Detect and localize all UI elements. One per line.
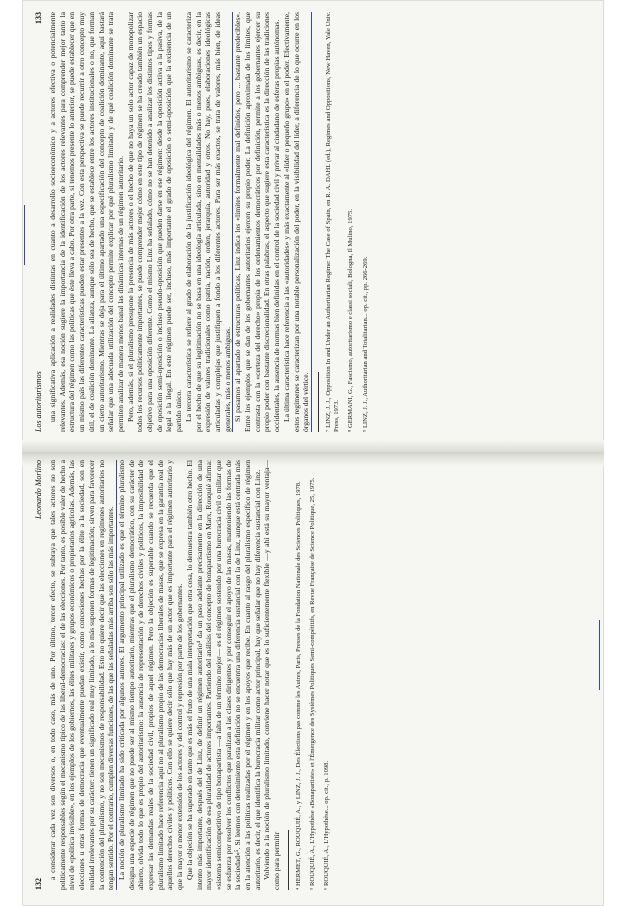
footnote-rule	[318, 372, 319, 432]
left-page	[34, 460, 594, 890]
pen-margin-mark	[599, 620, 600, 690]
right-footnote: ⁸ GERMANI, G., Fascismo, autoritarismo e classi sociali, Bologna, Il Mulino, 1975.	[347, 209, 355, 432]
right-paragraph: La última característica hace referencia a las «autoridades» y más exactamente al «líder o pequeño grupo» en el poder. Efectivamente, estos regímenes se caracterizan por una notable personalización del poder, en la visibilidad del líder, a diferencia de lo que ocurre en los órganos del vértice.	[281, 12, 311, 432]
left-running-title: Leonardo Morlino	[34, 460, 43, 520]
left-footnote: ⁴ HERMET, G., ROUQUIÉ, A., y LINZ, J. J., Des Élections pas comme les Autres, Paris, Presses de la Fondation Nationale des Sciences Politiques, 1978.	[294, 481, 302, 890]
left-footnote: ⁶ ROUQUIÉ, A., L'Hypothèse... op. cit., p. 1098.	[323, 760, 331, 890]
left-running-head	[34, 460, 44, 890]
right-paragraph: La tercera característica se refiere al grado de elaboración de la justificación ideológica del régimen. El autoritarismo se caracteriza por el hecho de que su legitimación no se basa en una ideología articulada, sino en mentalidades más o menos ambiguas, es decir, en la expresión de valores tradicionales como patria, nación, orden, jerarquía, autoridad y otros. No hay, pues, elaboraciones ideológicas articuladas y complejas que justifiquen a fondo a los diferentes actores. Para ser más exactos, se trata de valores, más bien, de ideas generales, más o menos ambiguas.	[183, 12, 232, 432]
left-paragraph: Volviendo a la noción de pluralismo limitado, conviene hacer notar que es lo suficientemente flexible —y ahí está su mayor ventaja— como para permitir	[262, 460, 282, 890]
right-footnote: ⁷ LINZ, J. J., Opposition In and Under an Authoritarian Regime: The Case of Spain, en R. A. DAHL (ed.), Regimes and Oppositions, New Haven, Yale Univ. Press, 1973.	[324, 12, 341, 432]
pen-margin-mark	[24, 205, 25, 265]
right-page-number: 133	[34, 12, 43, 24]
left-paragraph: a considerar cada vez son diversos o, en todo caso, más de uno. Por último, tercer efecto, se subraya que tales actores no son políticamente responsables según el mecanismo típico de las liberal-democracias: el de las elecciones. Por tanto, es posible valer de hecho a nivel de «política invisible», en los ejemplos de los gobiernos, las élites militares y grupos económicos o propietarios agrícolas. Además, las elecciones u otras formas de democracia que eventualmente puedan existir, como concesiones hechas por la élite a la sociedad, son en realidad irrelevantes por su carácter: tienen un significado real muy limitado, a lo más suponen formas de legitimación; sirven para favorecer la contención del pluralismo, y no son mecanismos de responsabilidad. Esto no quiere decir que las elecciones en regímenes autoritarios no tengan sentido. Por el contrario, cumplen diversas funciones, de las que las señaladas más arriba son sólo las más importantes.	[48, 460, 116, 890]
left-paragraph: La noción de pluralismo limitado ha sido criticada por algunos autores. El argumento principal utilizado es que el término pluralismo designa una especie de régimen que no puede ser al mismo tiempo autoritario, mientras que el pluralismo democrático, con su carácter de abierto, olvida todo lo que es propio del autoritarismo: la ausencia de representación y de derechos civiles y políticos, la imposibilidad de expresar las demandas reales de la sociedad civil, propios de aquel régimen. Pero la objeción es superable cuando se recuerda que el pluralismo limitado hace referencia aquí no al pluralismo propio de las democracias liberales de masas, que se expresa en la garantía real de aquellos derechos civiles y políticos. Con ello se quiere decir sólo que hay más de un actor que es importante para el régimen autoritario y que la mayor o menor extensión de los actores y del control y represión por parte de los gobernantes.	[116, 460, 185, 890]
right-paragraph: Si pasamos al apartado de estructuras políticas, Linz indica los «límites formalmente mal definidos, pero ... bastante predecibles». Entre los ejemplos que se dan de los gobernantes autoritarios ejercen su propio poder. La definición aproximada de los límites, que contrasta con la «certeza del derecho» propia de los ordenamientos democráticos por definición, permite a los gobernantes ejercer su propio poder con bastante discrecionalidad. En otras palabras, el aspecto que sugiere esta característica es la dirección de las tradiciones occidentales, la ausencia de normas bien definidas en el control de la sociedad civil y privar al ciudadano de esferas propias autónomas.	[233, 12, 282, 432]
right-paragraph: Pero, además, si el pluralismo presupone la presencia de más actores o el hecho de que no haya un solo actor capaz de monopolizar todos los recursos políticamente importantes, se puede comprender mejor cómo en este tipo de régimen se ha creado también un espacio objetivo para una oposición diferente. Como el mismo Linz ha señalado, cómo no se han detenido a analizar los distintos tipos y formas de oposición semi-oposición o incluso pseudo-oposición que pueden darse en ese régimen: desde la oposición activa a la pasiva, de la legal a la ilegal. En este régimen puede ser, incluso, más importante el grado de oposición o semi-oposición que la existencia de un partido único.	[125, 12, 184, 432]
book-spread	[22, 0, 604, 906]
right-running-title: Los autoritarismos	[34, 371, 43, 432]
footnote-rule	[288, 830, 289, 890]
right-running-head	[34, 12, 44, 432]
right-footnote: ⁹ LINZ, J. J., Authoritarian and Totalitarian... op. cit., pp. 266-269.	[361, 256, 369, 432]
left-footnote: ⁵ ROUQUIÉ, A., L'Hypothèse «Bonapartiste» et l'Émergence des Systèmes Politiques Semi-compétitifs, en Revue Française de Science Politique, 25, 1975.	[309, 477, 317, 890]
right-page	[34, 12, 594, 432]
left-paragraph: Que la objeción se ha superado en tanto que es más el fruto de una mala interpretación que otra cosa, lo demuestra también otro hecho. El intento más importante, después del de Linz, de definir un régimen autoritario⁴ da un paso adelante precisamente en la dirección de una mayor identificación de esa pluralidad de actores importantes. Partiendo del análisis del concepto de bonapartismo en Marx, Rouquié afirma: «sistema semicompetitivo de tipo bonapartista —a falta de un término mejor— es el régimen sostenido por una burocracia civil o militar que se esfuerza por resolver los conflictos que paralizan a las clases dirigentes y por conseguir el apoyo de las masas, manteniendo las formas de la sociedad»⁵. Si leemos con detenimiento esta definición no se encuentra una diferencia sustancial con la de Linz, aunque está centrada más en la atención a las políticas realizadas por el régimen y en los apoyos que recibe. En cuanto al rasgo del pluralismo específico de régimen autoritario, es decir, el que identifica la burocracia militar como actor principal, hay que señalar que no hay diferencia sustancial con Linz.	[184, 460, 262, 890]
right-paragraph: una significativa aplicación a realidades distintas en cuanto a desarrollo socioeconómico y a actores efectiva o potencialmente relevantes. Además, esa noción sugiere la importancia de la identificación de los actores relevantes para comprender mejor tanto la estructura del régimen como las políticas que éste lleva a cabo. Por otra parte, si tenemos presente lo anterior, se puede establecer que en un mismo país las diferentes características pueden estar presentes a la vez. Con esta perspectiva se puede recurrir a otro concepto muy útil, el de coalición dominante. La alianza, aunque sólo sea de hecho, que se establece entre los actores institucionales o no, que forman un cierto autoritarismo. Mientras se deja para el último apartado una especificación del concepto de coalición dominante, aquí bastará señalar que una adecuada utilización del concepto permite explicar por qué pluralismo limitado y de qué coalición dominante se trata permiten analizar de manera menos banal las dinámicas internas de un régimen autoritario.	[48, 12, 125, 432]
left-page-number: 132	[34, 878, 43, 890]
